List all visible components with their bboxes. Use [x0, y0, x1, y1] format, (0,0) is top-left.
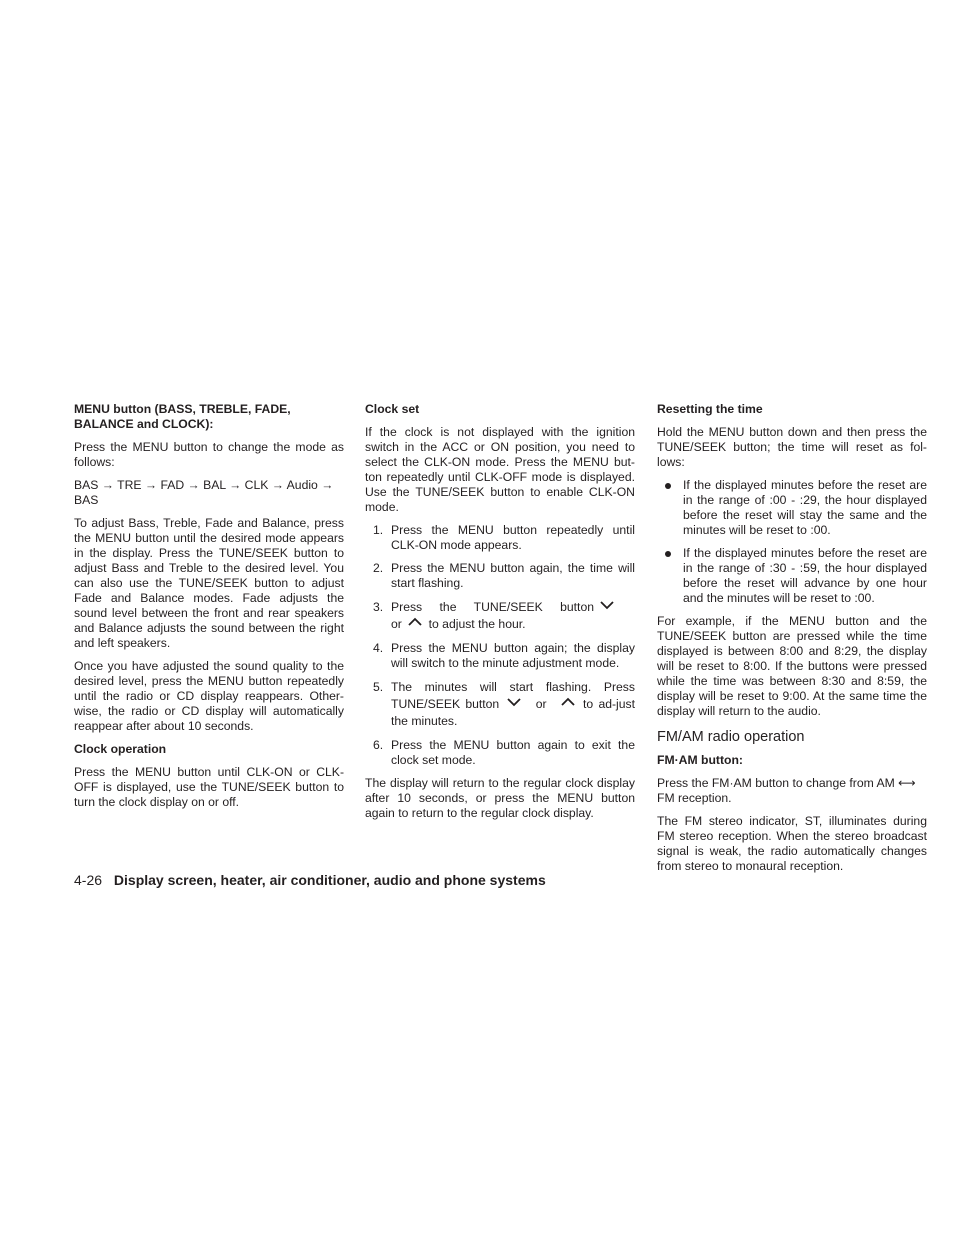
- example-text: For example, if the MENU button and the TUNE/SEEK button are pressed while the time displayed is between 8:00 and 8:29, the display will be reset to 8:00. If the buttons were pressed while the time was between 8:30 and 8:59, the display will be reset to 9:00. At the same time the display will return to the audio.: [657, 614, 927, 718]
- stereo-indicator-text: The FM stereo indicator, ST, illuminates during FM stereo reception. When the stereo broadcast signal is weak, the radio automatically changes from stereo to monaural reception.: [657, 814, 927, 873]
- bullet-text: If the displayed minutes before the reset are in the range of :30 - :59, the hour displayed before the reset will advance by one hour and the minutes will be reset to :00.: [683, 546, 927, 605]
- step-or: or: [391, 617, 402, 631]
- fm-am-radio-heading: FM/AM radio operation: [657, 729, 805, 745]
- step-text-a: Press the TUNE/SEEK button: [391, 600, 594, 614]
- step-item: [365, 561, 635, 591]
- clock-set-heading: Clock set: [365, 402, 420, 416]
- step-item: [365, 679, 635, 730]
- column-1: [74, 402, 344, 818]
- menu-intro-text: Press the MENU button to change the mode as follows:: [74, 440, 344, 469]
- bullet-text: If the displayed minutes before the reset are in the range of :00 - :29, the hour displayed before the reset will stay the same and the minutes will be reset to :00.: [683, 478, 927, 537]
- resetting-time-heading: Resetting the time: [657, 402, 763, 416]
- step-text: Press the MENU button again to exit the clock set mode.: [391, 738, 635, 767]
- bullet-item: [657, 478, 927, 538]
- step-item: [365, 738, 635, 768]
- fm-am-button-heading: FM·AM button:: [657, 753, 743, 767]
- step-item: [365, 523, 635, 553]
- chevron-up-icon: [561, 697, 575, 707]
- clock-set-steps: [365, 523, 635, 768]
- step-text: Press the MENU button again; the display will switch to the minute adjustment mode.: [391, 641, 635, 670]
- bullet-icon: [665, 483, 671, 489]
- step-text: Press the MENU button again, the time will start flashing.: [391, 561, 635, 590]
- mode-sequence-text: BAS → TRE → FAD → BAL → CLK → Audio → BAS: [74, 478, 334, 507]
- fm-am-text: Press the FM·AM button to change from AM ⟷ FM reception.: [657, 776, 916, 805]
- step-or: or: [535, 697, 547, 711]
- step-number: 3.: [373, 600, 384, 614]
- section-title: Display screen, heater, air conditioner, audio and phone systems: [113, 872, 546, 888]
- step-number: 1.: [373, 523, 384, 537]
- page-number: 4-26: [74, 872, 103, 888]
- step-item: [365, 599, 635, 633]
- reset-bullet-list: [657, 478, 927, 606]
- chevron-down-icon: [600, 600, 614, 610]
- chevron-down-icon: [507, 697, 521, 707]
- step-number: 6.: [373, 738, 384, 752]
- reset-intro-text: Hold the MENU button down and then press the TUNE/SEEK button; the time will reset as fol-lows:: [657, 425, 927, 469]
- step-text-b: to ad-just the minutes.: [391, 697, 636, 728]
- chevron-up-icon: [408, 617, 422, 627]
- clock-operation-text: Press the MENU button until CLK-ON or CLK-OFF is displayed, use the TUNE/SEEK button to turn the clock display on or off.: [74, 765, 344, 809]
- step-number: 2.: [373, 561, 384, 575]
- clock-operation-heading: Clock operation: [74, 742, 167, 756]
- step-number: 5.: [373, 680, 384, 694]
- once-adjusted-text: Once you have adjusted the sound quality to the desired level, press the MENU button repeatedly until the radio or CD display reappears. Other-wise, the radio or CD display will automatically reappear after about 10 seconds.: [74, 659, 344, 733]
- step-text-b: to adjust the hour.: [428, 617, 526, 631]
- step-text: Press the MENU button repeatedly until CLK-ON mode appears.: [391, 523, 635, 552]
- column-2: [365, 402, 635, 829]
- menu-button-heading: MENU button (BASS, TREBLE, FADE, BALANCE and CLOCK):: [74, 402, 291, 431]
- bullet-icon: [665, 551, 671, 557]
- column-3: [657, 402, 927, 882]
- clock-set-intro-text: If the clock is not displayed with the ignition switch in the ACC or ON position, you need to select the CLK-ON mode. Press the MENU but-ton repeatedly until CLK-OFF mode is displayed. Use the TUNE/SEEK button to enable CLK-ON mode.: [365, 425, 635, 514]
- adjust-text: To adjust Bass, Treble, Fade and Balance, press the MENU button until the desired mode appears in the display. Press the TUNE/SEEK button to adjust Bass and Treble to the desired level. You can also use the TUNE/SEEK button to adjust Fade and Balance modes. Fade adjusts the sound level between the front and rear speakers and Balance adjusts the sound between the right and left speakers.: [74, 516, 344, 650]
- return-display-text: The display will return to the regular clock display after 10 seconds, or press the MENU button again to return to the regular clock display.: [365, 776, 635, 820]
- page-footer: [74, 872, 546, 888]
- step-number: 4.: [373, 641, 384, 655]
- bullet-item: [657, 546, 927, 606]
- step-text-a: The minutes will start flashing. Press TUNE/SEEK button: [391, 680, 635, 711]
- step-item: [365, 641, 635, 671]
